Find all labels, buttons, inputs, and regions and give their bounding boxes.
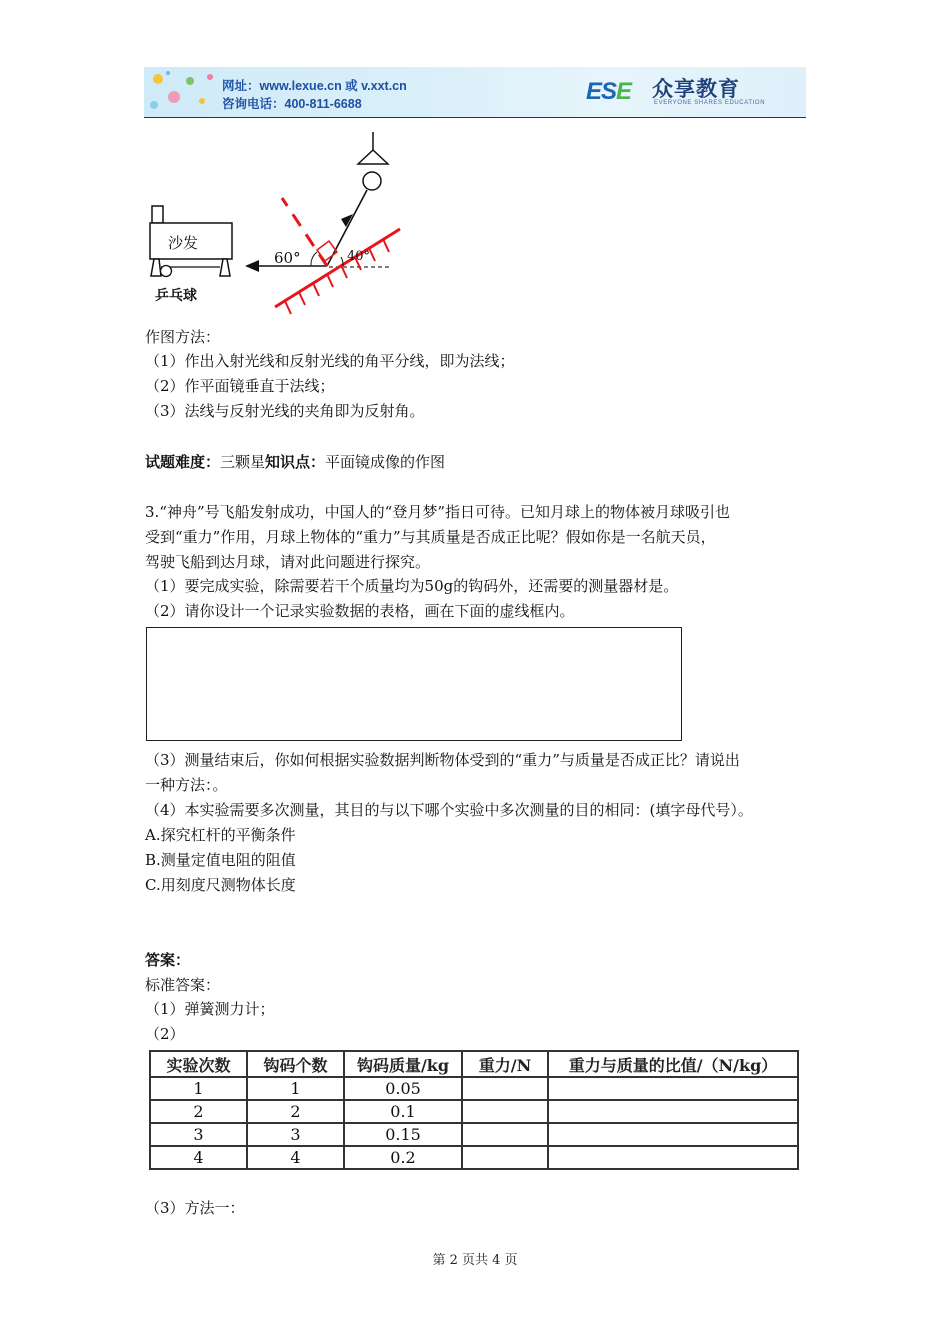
- table-cell: 1: [247, 1077, 344, 1100]
- question-meta: [145, 452, 445, 472]
- table-cell: 4: [150, 1146, 247, 1169]
- table-cell: 3: [150, 1123, 247, 1146]
- data-table: [149, 1050, 799, 1170]
- table-cell: [462, 1146, 548, 1169]
- method-title: 作图方法：: [145, 328, 221, 346]
- header-website: 网址：www.lexue.cn 或 v.xxt.cn: [222, 79, 407, 93]
- question-line: 3.“神舟”号飞船发射成功，中国人的“登月梦”指日可待。已知月球上的物体被月球吸引也: [145, 503, 730, 521]
- question-part-3-cont: 一种方法：。: [145, 776, 228, 794]
- logo-mark: ESE: [586, 78, 632, 105]
- standard-answer-label: 标准答案：: [145, 976, 221, 994]
- knowledge-value: 平面镜成像的作图: [325, 453, 446, 471]
- reflection-diagram: [145, 130, 405, 320]
- table-cell: [548, 1123, 798, 1146]
- table-header-cell: 钩码质量/kg: [344, 1051, 462, 1077]
- logo-text: 众享教育: [652, 77, 740, 101]
- question-line: 驾驶飞船到达月球，请对此问题进行探究。: [145, 553, 431, 571]
- knowledge-label: 知识点：: [265, 453, 326, 471]
- sofa-label: 沙发: [168, 234, 199, 252]
- table-row: [150, 1123, 798, 1146]
- answer-part-3: （3）方法一：: [145, 1199, 245, 1217]
- question-line: 受到“重力”作用，月球上物体的“重力”与其质量是否成正比呢？假如你是一名航天员，: [145, 528, 716, 546]
- option-b: B.测量定值电阻的阻值: [145, 851, 296, 869]
- table-header-cell: 实验次数: [150, 1051, 247, 1077]
- table-cell: [548, 1146, 798, 1169]
- table-cell: [462, 1100, 548, 1123]
- table-row: [150, 1146, 798, 1169]
- table-cell: 2: [247, 1100, 344, 1123]
- table-cell: 2: [150, 1100, 247, 1123]
- question-part-4: （4）本实验需要多次测量，其目的与以下哪个实验中多次测量的目的相同：(填字母代号）。: [145, 801, 753, 819]
- answer-box: [146, 627, 682, 741]
- table-cell: [548, 1077, 798, 1100]
- answer-part-2: （2）: [145, 1025, 185, 1043]
- difficulty-value: 三颗星: [220, 453, 266, 471]
- table-cell: 1: [150, 1077, 247, 1100]
- option-c: C.用刻度尺测物体长度: [145, 876, 296, 894]
- flower-decoration-icon: [144, 67, 224, 117]
- difficulty-label: 试题难度：: [145, 453, 221, 471]
- table-cell: 3: [247, 1123, 344, 1146]
- question-part-3: （3）测量结束后，你如何根据实验数据判断物体受到的“重力”与质量是否成正比？请说出: [145, 751, 740, 769]
- table-header-cell: 重力/N: [462, 1051, 548, 1077]
- method-step-3: （3）法线与反射光线的夹角即为反射角。: [145, 402, 425, 420]
- header-banner: [144, 67, 806, 117]
- question-part-1: （1）要完成实验，除需要若干个质量均为50g的钩码外，还需要的测量器材是。: [145, 577, 679, 595]
- table-cell: 4: [247, 1146, 344, 1169]
- table-cell: 0.1: [344, 1100, 462, 1123]
- logo-tagline: EVERYONE SHARES EDUCATION: [654, 100, 766, 106]
- table-header-row: [150, 1051, 798, 1077]
- table-row: [150, 1077, 798, 1100]
- header-divider: [144, 117, 806, 118]
- ball-label: 乒乓球: [155, 288, 197, 304]
- method-step-2: （2）作平面镜垂直于法线；: [145, 377, 335, 395]
- table-cell: 0.05: [344, 1077, 462, 1100]
- table-cell: [548, 1100, 798, 1123]
- header-phone: 咨询电话：400-811-6688: [222, 97, 362, 111]
- option-a: A.探究杠杆的平衡条件: [145, 826, 296, 844]
- table-header-cell: 重力与质量的比值/（N/kg）: [548, 1051, 798, 1077]
- method-step-1: （1）作出入射光线和反射光线的角平分线，即为法线；: [145, 352, 515, 370]
- table-row: [150, 1100, 798, 1123]
- answer-part-1: （1）弹簧测力计；: [145, 1000, 275, 1018]
- angle-label-60: 60°: [274, 249, 301, 267]
- question-part-2: （2）请你设计一个记录实验数据的表格，画在下面的虚线框内。: [145, 602, 575, 620]
- page-number: 第 2 页共 4 页: [432, 1253, 518, 1268]
- table-header-cell: 钩码个数: [247, 1051, 344, 1077]
- table-cell: [462, 1077, 548, 1100]
- table-cell: 0.2: [344, 1146, 462, 1169]
- angle-label-40: 40°: [347, 249, 371, 264]
- table-cell: 0.15: [344, 1123, 462, 1146]
- table-cell: [462, 1123, 548, 1146]
- answer-title: 答案：: [145, 951, 191, 969]
